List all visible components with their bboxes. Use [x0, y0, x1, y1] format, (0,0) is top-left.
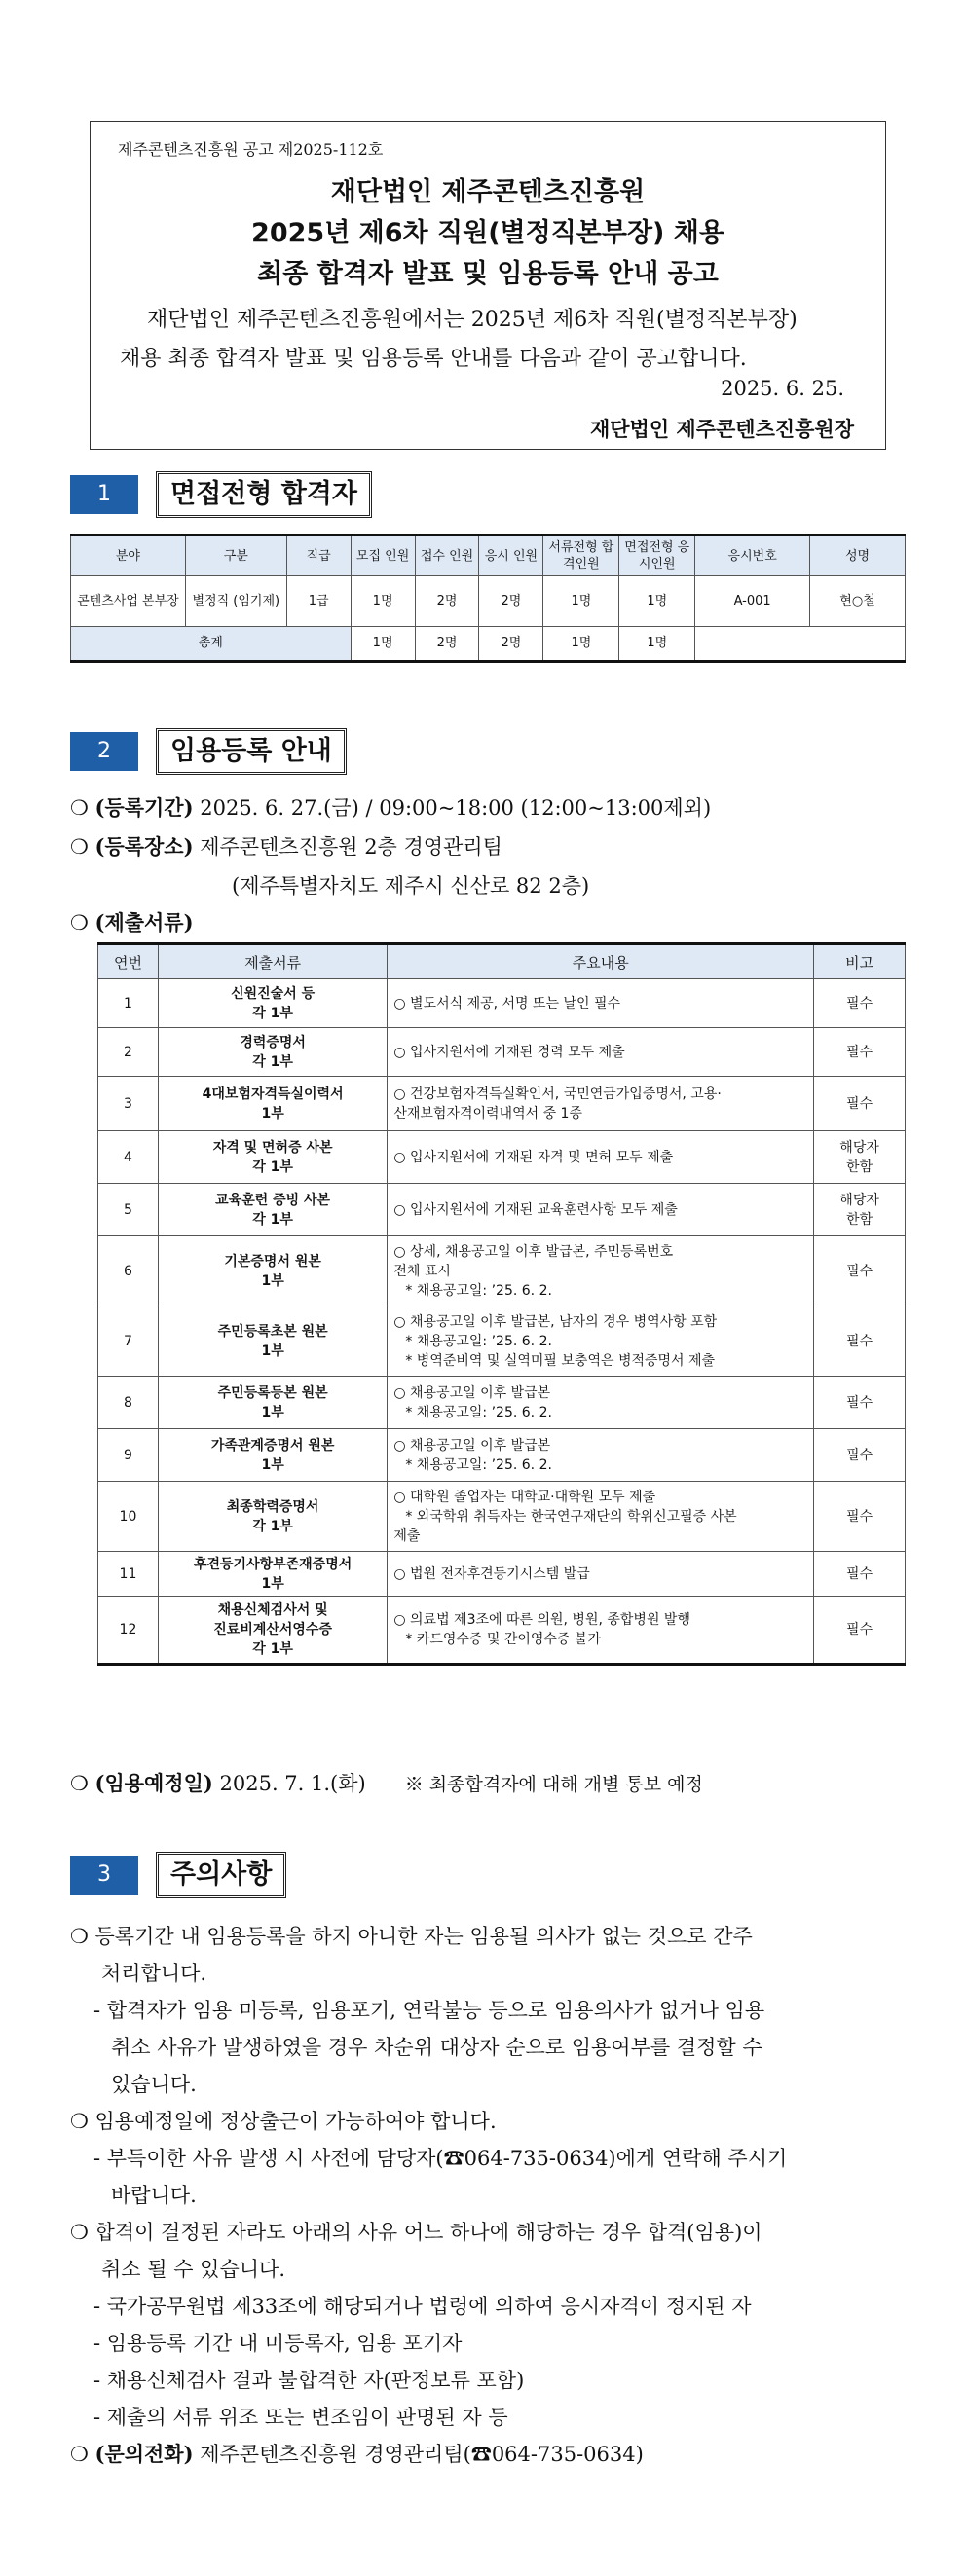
doc-name	[158, 1552, 387, 1597]
doc-desc-line: * 채용공고일: ’25. 6. 2.	[405, 1456, 552, 1473]
doc-name-line: 각 1부	[252, 1159, 293, 1175]
cell-applied: 2명	[415, 576, 479, 627]
doc-desc-line: * 카드영수증 및 간이영수증 불가	[405, 1632, 601, 1647]
doc-note-line: 필수	[846, 1447, 873, 1463]
place-line: ❍ (등록장소) 제주콘텐츠진흥원 2층 경영관리팀	[70, 834, 502, 859]
notice-body-line1: 재단법인 제주콘텐츠진흥원에서는 2025년 제6차 직원(별정직본부장)	[147, 308, 798, 332]
place-value: 제주콘텐츠진흥원 2층 경영관리팀	[200, 835, 502, 859]
docs-line: ❍ (제출서류)	[70, 910, 194, 935]
caution-line: 취소 될 수 있습니다.	[101, 2258, 285, 2281]
doc-desc-line: ○ 상세, 채용공고일 이후 발급본, 주민등록번호	[393, 1243, 674, 1260]
doc-note	[814, 1028, 906, 1077]
table-row	[71, 576, 906, 627]
header-cell: 주요내용	[388, 944, 814, 979]
doc-name-line: 주민등록등본 원본	[217, 1384, 328, 1401]
doc-note	[814, 1429, 906, 1482]
table-row	[98, 1552, 906, 1597]
section3-title: 주의사항	[156, 1852, 286, 1898]
total-cell: 1명	[543, 627, 619, 662]
notice-header-box	[90, 121, 886, 450]
doc-name	[158, 1184, 387, 1236]
doc-number: 2	[98, 1028, 159, 1077]
doc-note	[814, 1377, 906, 1429]
doc-name	[158, 1597, 387, 1665]
total-cell: 1명	[619, 627, 695, 662]
section2-title: 임용등록 안내	[156, 728, 347, 775]
doc-name	[158, 1028, 387, 1077]
docs-label: (제출서류)	[94, 910, 194, 935]
doc-desc-line: ○ 입사지원서에 기재된 경력 모두 제출	[393, 1044, 625, 1060]
cell-type: 별정직 (임기제)	[185, 576, 286, 627]
documents-table	[97, 942, 906, 1666]
caution-line: - 합격자가 임용 미등록, 임용포기, 연락불능 등으로 임용의사가 없거나 임용	[93, 1999, 765, 2022]
doc-name-line: 진료비계산서영수증	[213, 1622, 332, 1638]
doc-number: 6	[98, 1236, 159, 1306]
doc-desc	[388, 1429, 814, 1482]
doc-name	[158, 1482, 387, 1552]
doc-desc-line: 제출	[393, 1527, 421, 1544]
doc-desc	[388, 1131, 814, 1184]
doc-number: 8	[98, 1377, 159, 1429]
appoint-line: ❍ (임용예정일) 2025. 7. 1.(화) ※ 최종합격자에 대해 개별 통보 예정	[70, 1771, 703, 1795]
doc-name	[158, 1377, 387, 1429]
place-label: (등록장소)	[94, 834, 194, 859]
doc-name-line: 1부	[261, 1575, 284, 1592]
header-cell: 응시번호	[695, 535, 810, 576]
doc-name-line: 자격 및 면허증 사본	[212, 1139, 333, 1156]
doc-desc-line: ○ 대학원 졸업자는 대학교·대학원 모두 제출	[393, 1489, 656, 1505]
doc-note-line: 필수	[846, 1622, 873, 1638]
notice-body-line2: 채용 최종 합격자 발표 및 임용등록 안내를 다음과 같이 공고합니다.	[120, 347, 747, 371]
doc-number: 9	[98, 1429, 159, 1482]
doc-name-line: 4대보험자격득실이력서	[202, 1086, 344, 1102]
doc-note	[814, 1131, 906, 1184]
doc-name-line: 각 1부	[252, 1518, 293, 1534]
total-cell: 2명	[479, 627, 543, 662]
doc-note-line: 한함	[846, 1159, 873, 1175]
doc-name-line: 1부	[261, 1343, 284, 1359]
section2-number: 2	[70, 732, 138, 771]
doc-name	[158, 1306, 387, 1377]
appoint-value: 2025. 7. 1.(화)	[219, 1772, 366, 1795]
header-cell: 직급	[286, 535, 351, 576]
doc-name-line: 각 1부	[252, 1053, 293, 1070]
table-row	[98, 1236, 906, 1306]
doc-number: 1	[98, 979, 159, 1028]
table-total-row	[71, 627, 906, 662]
caution-line: ❍ 임용예정일에 정상출근이 가능하여야 합니다.	[70, 2110, 497, 2133]
total-cell: 2명	[415, 627, 479, 662]
period-label: (등록기간)	[94, 795, 194, 820]
caution-line: - 임용등록 기간 내 미등록자, 임용 포기자	[93, 2332, 463, 2355]
table-row	[98, 1077, 906, 1131]
table-row	[98, 1429, 906, 1482]
doc-note-line: 필수	[846, 1333, 873, 1349]
doc-desc	[388, 1552, 814, 1597]
caution-line: 처리합니다.	[101, 1962, 207, 1985]
header-cell: 제출서류	[158, 944, 387, 979]
caution-line: ❍ 등록기간 내 임용등록을 하지 아니한 자는 임용될 의사가 없는 것으로 간주	[70, 1925, 753, 1948]
doc-note-line: 필수	[846, 1394, 873, 1411]
doc-name-line: 후견등기사항부존재증명서	[193, 1556, 353, 1572]
table-row	[98, 1184, 906, 1236]
table-row	[98, 1377, 906, 1429]
doc-number: 7	[98, 1306, 159, 1377]
doc-desc-line: ○ 법원 전자후견등기시스템 발급	[393, 1565, 590, 1582]
header-cell: 면접전형 응시인원	[619, 535, 695, 576]
documents-table-header	[98, 944, 906, 979]
period-value: 2025. 6. 27.(금) / 09:00~18:00 (12:00~13:00제외)	[200, 796, 712, 820]
contact-value: 제주콘텐츠진흥원 경영관리팀(☎064-735-0634)	[200, 2443, 644, 2466]
doc-desc-line: ○ 채용공고일 이후 발급본, 남자의 경우 병역사항 포함	[393, 1313, 718, 1330]
caution-line: - 채용신체검사 결과 불합격한 자(판정보류 포함)	[93, 2369, 525, 2392]
appoint-label: (임용예정일)	[94, 1771, 213, 1795]
doc-number: 4	[98, 1131, 159, 1184]
doc-name-line: 1부	[261, 1272, 284, 1289]
period-line: ❍ (등록기간) 2025. 6. 27.(금) / 09:00~18:00 (12:00~13:00제외)	[70, 795, 712, 820]
appoint-note: ※ 최종합격자에 대해 개별 통보 예정	[404, 1774, 703, 1795]
doc-desc-line: * 외국학위 취득자는 한국연구재단의 학위신고필증 사본	[405, 1508, 737, 1525]
section1-number: 1	[70, 475, 138, 514]
doc-desc-line: ○ 채용공고일 이후 발급본	[393, 1437, 551, 1454]
doc-name	[158, 1236, 387, 1306]
doc-name-line: 신원진술서 등	[231, 985, 316, 1002]
doc-note	[814, 979, 906, 1028]
table-row	[98, 1028, 906, 1077]
doc-desc-line: ○ 의료법 제3조에 따른 의원, 병원, 종합병원 발행	[393, 1612, 690, 1628]
doc-note-line: 필수	[846, 1508, 873, 1525]
doc-number: 12	[98, 1597, 159, 1665]
caution-line: 있습니다.	[111, 2073, 197, 2096]
doc-name-line: 1부	[261, 1404, 284, 1420]
caution-line: 바랍니다.	[111, 2184, 197, 2207]
doc-desc	[388, 1236, 814, 1306]
cell-name: 현○철	[810, 576, 906, 627]
doc-name-line: 1부	[261, 1456, 284, 1473]
doc-note-line: 필수	[846, 995, 873, 1012]
notice-title-line1: 재단법인 제주콘텐츠진흥원	[330, 177, 646, 207]
doc-note	[814, 1077, 906, 1131]
cell-field: 콘텐츠사업 본부장	[71, 576, 186, 627]
doc-desc-line: * 채용공고일: ’25. 6. 2.	[405, 1333, 552, 1349]
doc-name	[158, 1429, 387, 1482]
doc-desc	[388, 1306, 814, 1377]
header-cell: 성명	[810, 535, 906, 576]
doc-name-line: 교육훈련 증빙 사본	[215, 1192, 331, 1208]
table-row	[98, 1306, 906, 1377]
doc-name-line: 채용신체검사서 및	[217, 1602, 328, 1618]
caution-line: - 부득이한 사유 발생 시 사전에 담당자(☎064-735-0634)에게 연락해 주시기	[93, 2147, 788, 2170]
notice-title-line2: 2025년 제6차 직원(별정직본부장) 채용	[251, 218, 724, 248]
notice-org: 재단법인 제주콘텐츠진흥원장	[589, 417, 854, 441]
doc-desc	[388, 1028, 814, 1077]
cell-grade: 1급	[286, 576, 351, 627]
doc-name-line: 각 1부	[252, 1005, 293, 1021]
doc-desc-line: 전체 표시	[393, 1263, 451, 1279]
doc-name	[158, 1077, 387, 1131]
doc-note-line: 해당자	[839, 1139, 879, 1156]
passer-table	[70, 534, 906, 663]
header-cell: 연번	[98, 944, 159, 979]
header-cell: 응시 인원	[479, 535, 543, 576]
place-address: (제주특별자치도 제주시 신산로 82 2층)	[232, 874, 590, 898]
doc-desc-line: ○ 입사지원서에 기재된 교육훈련사항 모두 제출	[393, 1201, 678, 1218]
doc-desc-line: 산재보험자격이력내역서 중 1종	[393, 1105, 582, 1122]
cell-exam-no: A-001	[695, 576, 810, 627]
doc-desc	[388, 979, 814, 1028]
doc-desc-line: * 병역준비역 및 실역미필 보충역은 병적증명서 제출	[405, 1352, 716, 1369]
cell-recruit: 1명	[351, 576, 415, 627]
notice-number: 제주콘텐츠진흥원 공고 제2025-112호	[118, 140, 384, 159]
doc-desc-line: ○ 건강보험자격득실확인서, 국민연금가입증명서, 고용·	[393, 1086, 722, 1102]
header-cell: 접수 인원	[415, 535, 479, 576]
doc-desc	[388, 1184, 814, 1236]
contact-line: ❍ (문의전화) 제주콘텐츠진흥원 경영관리팀(☎064-735-0634)	[70, 2442, 644, 2466]
cell-interview: 1명	[619, 576, 695, 627]
caution-line: - 국가공무원법 제33조에 해당되거나 법령에 의하여 응시자격이 정지된 자	[93, 2295, 752, 2318]
doc-note-line: 한함	[846, 1211, 873, 1228]
doc-desc-line: ○ 별도서식 제공, 서명 또는 날인 필수	[393, 995, 621, 1012]
doc-desc-line: ○ 채용공고일 이후 발급본	[393, 1384, 551, 1401]
doc-note	[814, 1184, 906, 1236]
caution-line: 취소 사유가 발생하였을 경우 차순위 대상자 순으로 임용여부를 결정할 수	[111, 2036, 762, 2059]
header-cell: 모집 인원	[351, 535, 415, 576]
section1-title: 면접전형 합격자	[156, 471, 372, 518]
doc-name-line: 최종학력증명서	[226, 1498, 319, 1515]
notice-title-line3: 최종 합격자 발표 및 임용등록 안내 공고	[257, 259, 719, 289]
doc-name	[158, 979, 387, 1028]
header-cell: 분야	[71, 535, 186, 576]
header-cell: 서류전형 합격인원	[543, 535, 619, 576]
doc-desc	[388, 1377, 814, 1429]
doc-note	[814, 1306, 906, 1377]
total-label: 총계	[71, 627, 352, 662]
doc-number: 11	[98, 1552, 159, 1597]
doc-note	[814, 1597, 906, 1665]
doc-name-line: 각 1부	[252, 1641, 293, 1657]
doc-desc	[388, 1482, 814, 1552]
doc-note-line: 필수	[846, 1565, 873, 1582]
doc-desc	[388, 1077, 814, 1131]
doc-name-line: 각 1부	[252, 1211, 293, 1228]
doc-note-line: 해당자	[839, 1192, 879, 1208]
passer-table-header	[71, 535, 906, 576]
doc-name	[158, 1131, 387, 1184]
doc-name-line: 1부	[261, 1105, 284, 1122]
section3-number: 3	[70, 1856, 138, 1895]
doc-note-line: 필수	[846, 1044, 873, 1060]
table-row	[98, 1131, 906, 1184]
doc-note-line: 필수	[846, 1095, 873, 1112]
doc-desc-line: * 채용공고일: ’25. 6. 2.	[405, 1404, 552, 1420]
cell-doc-pass: 1명	[543, 576, 619, 627]
table-row	[98, 979, 906, 1028]
doc-desc	[388, 1597, 814, 1665]
doc-desc-line: ○ 입사지원서에 기재된 자격 및 면허 모두 제출	[393, 1149, 674, 1165]
notice-body	[120, 301, 864, 379]
table-row	[98, 1482, 906, 1552]
header-cell: 비고	[814, 944, 906, 979]
doc-name-line: 가족관계증명서 원본	[210, 1437, 335, 1454]
header-cell: 구분	[185, 535, 286, 576]
doc-number: 3	[98, 1077, 159, 1131]
total-cell: 1명	[351, 627, 415, 662]
total-empty	[695, 627, 906, 662]
table-row	[98, 1597, 906, 1665]
caution-line: ❍ 합격이 결정된 자라도 아래의 사유 어느 하나에 해당하는 경우 합격(임용)이	[70, 2221, 762, 2244]
cell-tested: 2명	[479, 576, 543, 627]
doc-note	[814, 1552, 906, 1597]
contact-label: (문의전화)	[94, 2442, 194, 2466]
doc-number: 5	[98, 1184, 159, 1236]
doc-note	[814, 1236, 906, 1306]
caution-line: - 제출의 서류 위조 또는 변조임이 판명된 자 등	[93, 2406, 508, 2429]
doc-name-line: 경력증명서	[240, 1034, 306, 1050]
doc-desc-line: * 채용공고일: ’25. 6. 2.	[405, 1282, 552, 1299]
doc-number: 10	[98, 1482, 159, 1552]
doc-name-line: 기본증명서 원본	[224, 1253, 321, 1270]
doc-note	[814, 1482, 906, 1552]
doc-name-line: 주민등록초본 원본	[217, 1323, 328, 1340]
doc-note-line: 필수	[846, 1263, 873, 1279]
notice-date: 2025. 6. 25.	[721, 377, 844, 400]
